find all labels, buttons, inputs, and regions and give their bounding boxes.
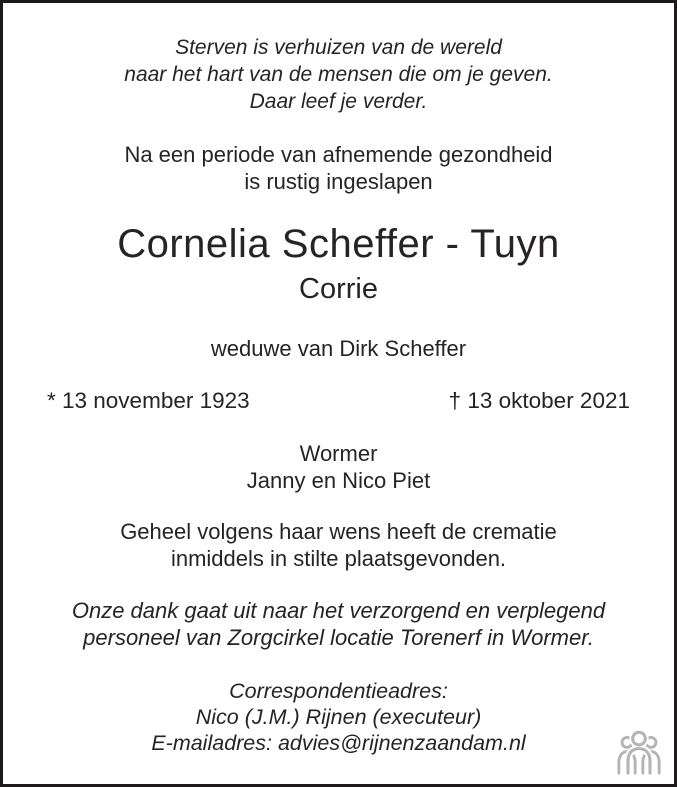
correspondence-name: Nico (J.M.) Rijnen (executeur): [195, 705, 482, 729]
birth-death-dates: [3, 387, 674, 415]
thanks-message: [3, 597, 674, 651]
passing-announcement: [3, 141, 674, 195]
thanks-line: Onze dank gaat uit naar het verzorgend en verplegend: [71, 598, 606, 623]
cremation-line: Geheel volgens haar wens heeft de crematie: [120, 519, 557, 544]
correspondence-email: E-mailadres: advies@rijnenzaandam.nl: [151, 731, 526, 755]
cremation-notice: [3, 518, 674, 572]
family-place: Wormer: [299, 441, 378, 466]
cremation-line: inmiddels in stilte plaatsgevonden.: [170, 546, 507, 571]
birth-date: * 13 november 1923: [47, 388, 250, 413]
deceased-name: Cornelia Scheffer - Tuyn: [117, 222, 560, 266]
three-people-logo-icon: [615, 729, 663, 775]
correspondence-heading: Correspondentieadres:: [229, 679, 448, 703]
deceased-nickname: Corrie: [299, 273, 378, 305]
poem-line: Sterven is verhuizen van de wereld: [175, 36, 502, 59]
poem-line: Daar leef je verder.: [249, 90, 428, 113]
poem-line: naar het hart van de mensen die om je geven.: [124, 63, 553, 86]
opening-poem: [3, 34, 674, 115]
thanks-line: personeel van Zorgcirkel locatie Torenerf in Wormer.: [83, 625, 594, 650]
announcement-line: Na een periode van afnemende gezondheid: [124, 142, 553, 167]
announcement-line: is rustig ingeslapen: [244, 169, 433, 194]
relation-line: weduwe van Dirk Scheffer: [210, 336, 467, 361]
family-signature: [3, 440, 674, 494]
correspondence-address: [3, 678, 674, 756]
death-date: † 13 oktober 2021: [448, 388, 630, 413]
family-names: Janny en Nico Piet: [246, 468, 431, 493]
